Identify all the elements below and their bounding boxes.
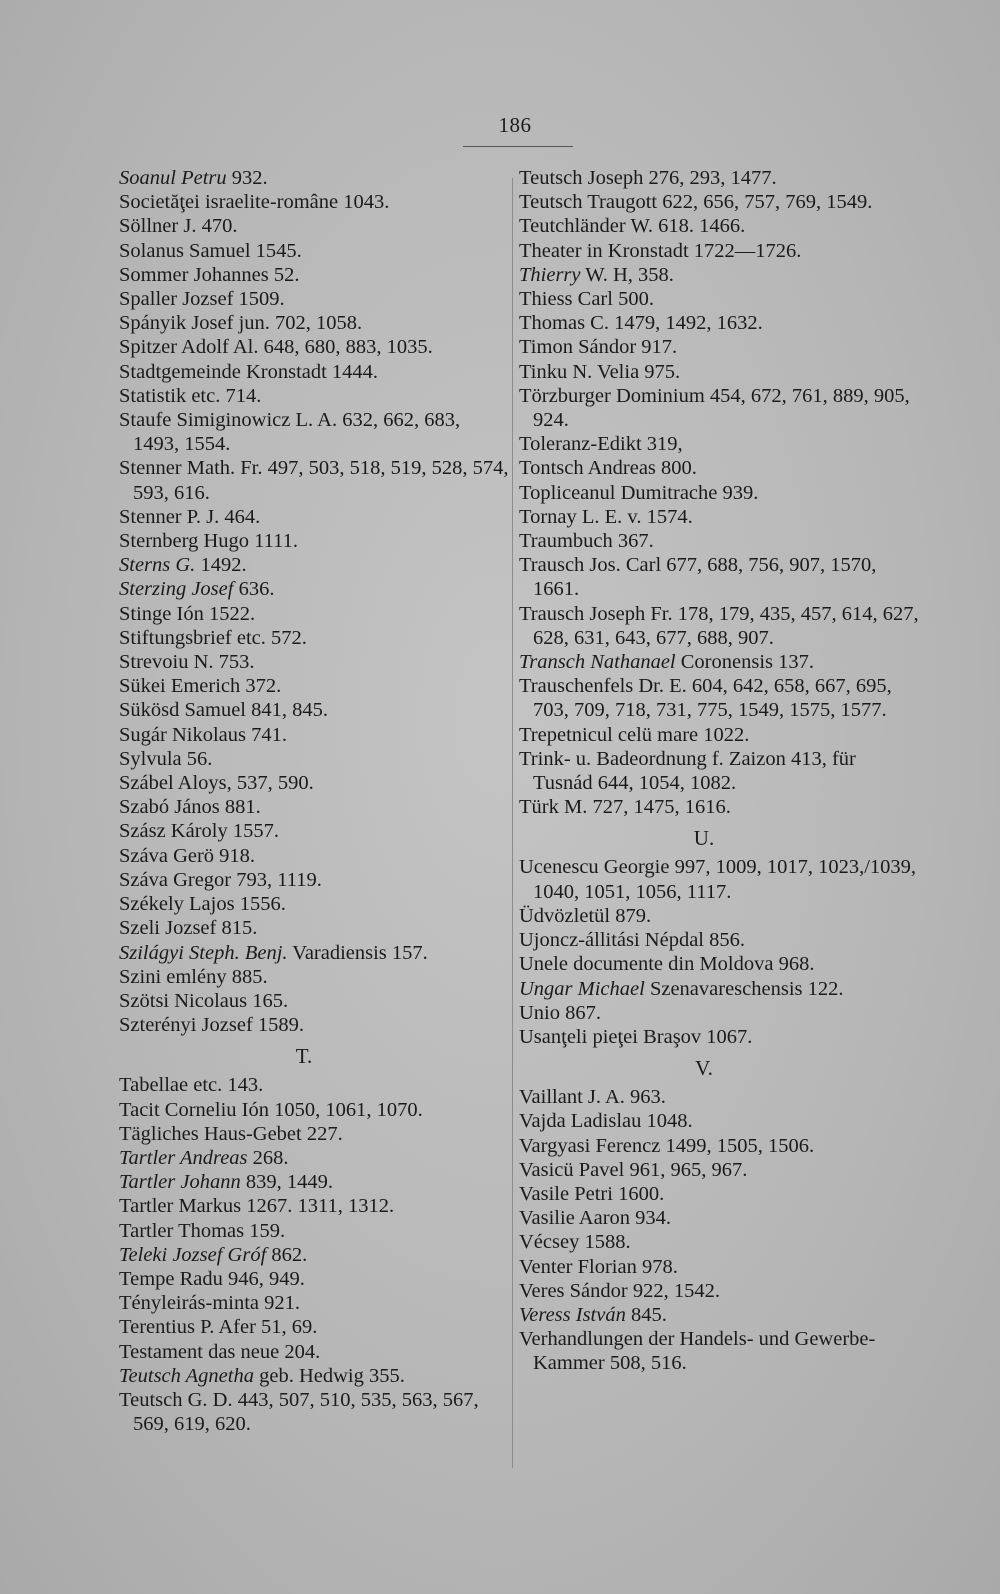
index-entry: [119, 166, 509, 190]
index-entry: [119, 602, 509, 626]
index-entry-text: Teutsch G. D. 443, 507, 510, 535, 563, 567, 569, 619, 620.: [119, 1388, 479, 1436]
index-entry: [519, 952, 919, 976]
index-entry-text: Türk M. 727, 1475, 1616.: [519, 796, 731, 819]
index-entry-italic-name: Sterns G.: [119, 554, 196, 577]
index-entry: [519, 1001, 919, 1025]
index-entry: [119, 1315, 509, 1339]
index-entry: [519, 432, 919, 456]
index-column-left: [119, 166, 509, 1436]
index-entry: [119, 1146, 509, 1170]
index-entry: [119, 626, 509, 650]
index-entry-text: Szenavareschensis 122.: [644, 977, 844, 1000]
index-entry: [119, 1340, 509, 1364]
index-entry-text: Szterényi Jozsef 1589.: [119, 1014, 305, 1037]
index-entry: [119, 190, 509, 214]
index-entry: [519, 335, 919, 359]
index-entry-italic-name: Tartler Andreas: [119, 1146, 248, 1169]
index-entry: [119, 868, 509, 892]
page-number: 186: [498, 113, 532, 137]
index-entry: [119, 844, 509, 868]
index-entry: [119, 892, 509, 916]
index-entry-italic-name: Soanul Petru: [119, 167, 227, 189]
index-entry-italic-name: Sterzing Josef: [119, 578, 234, 601]
index-entry: [519, 287, 919, 311]
index-entry: [519, 1327, 919, 1375]
index-entry: [119, 1122, 509, 1146]
index-entry-text: Tartler Thomas 159.: [119, 1219, 286, 1242]
index-entry: [519, 239, 919, 263]
index-entry-text: 1492.: [195, 554, 247, 577]
index-entry-text: 839, 1449.: [240, 1171, 333, 1194]
index-entry: [119, 1243, 509, 1267]
index-entry: [119, 263, 509, 287]
index-entry: [119, 287, 509, 311]
index-entry: [119, 1388, 509, 1436]
index-entry-text: Szötsi Nicolaus 165.: [119, 989, 289, 1012]
index-entry: [119, 1170, 509, 1194]
index-entry: [519, 855, 919, 903]
index-entry-text: Unele documente din Moldova 968.: [519, 953, 815, 976]
index-entry: [519, 674, 919, 722]
section-letter-heading: V.: [695, 1056, 713, 1081]
index-entry-text: Solanus Samuel 1545.: [119, 239, 302, 262]
index-entry-text: Spitzer Adolf Al. 648, 680, 883, 1035.: [119, 336, 433, 359]
index-entry-text: Szábel Aloys, 537, 590.: [119, 772, 314, 795]
index-entry-italic-name: Tartler Johann: [119, 1171, 241, 1194]
index-entry-text: Terentius P. Afer 51, 69.: [119, 1316, 318, 1339]
index-entry-text: Trepetnicul celü mare 1022.: [519, 723, 750, 746]
index-entry: [119, 456, 509, 504]
index-entry: [119, 771, 509, 795]
section-letter-heading: U.: [693, 826, 715, 851]
index-entry-text: Spányik Josef jun. 702, 1058.: [119, 312, 363, 335]
index-entry: [519, 214, 919, 238]
index-entry-text: Unio 867.: [519, 1001, 601, 1024]
index-entry-text: Toleranz-Edikt 319,: [519, 433, 683, 456]
index-entry-text: Stadtgemeinde Kronstadt 1444.: [119, 360, 379, 383]
index-entry-text: Ucenescu Georgie 997, 1009, 1017, 1023,/1039, 1040, 1051, 1056, 1117.: [519, 856, 917, 903]
index-entry: [119, 505, 509, 529]
index-entry-text: Teutsch Joseph 276, 293, 1477.: [519, 167, 777, 189]
index-entry-text: Sylvula 56.: [119, 747, 213, 770]
index-entry-text: Trauschenfels Dr. E. 604, 642, 658, 667, 695, 703, 709, 718, 731, 775, 1549, 1575, 1577.: [519, 675, 892, 722]
index-entry-text: Theater in Kronstadt 1722—1726.: [519, 239, 802, 262]
index-entry-italic-name: Szilágyi Steph. Benj.: [119, 941, 288, 964]
index-entry: [119, 989, 509, 1013]
index-entry: [519, 505, 919, 529]
index-entry-text: Székely Lajos 1556.: [119, 893, 286, 916]
index-entry-text: Verhandlungen der Handels- und Gewerbe-Kammer 508, 516.: [519, 1328, 876, 1375]
index-entry: [119, 1013, 509, 1037]
index-entry-text: Teutsch Traugott 622, 656, 757, 769, 1549.: [519, 191, 873, 214]
index-entry-italic-name: Teutsch Agnetha: [119, 1364, 254, 1387]
index-entry-text: Tartler Markus 1267. 1311, 1312.: [119, 1195, 395, 1218]
index-entry: [519, 650, 919, 674]
index-entry-text: 862.: [266, 1243, 308, 1266]
index-entry: [119, 553, 509, 577]
section-letter-heading: T.: [295, 1044, 313, 1069]
index-entry-text: Stiftungsbrief etc. 572.: [119, 626, 307, 649]
column-divider: [512, 178, 513, 1468]
index-entry: [119, 1267, 509, 1291]
index-entry-text: Vasicü Pavel 961, 965, 967.: [519, 1158, 748, 1181]
index-entry-text: Söllner J. 470.: [119, 215, 238, 238]
index-entry-text: Tempe Radu 946, 949.: [119, 1267, 305, 1290]
index-entry: [119, 529, 509, 553]
index-entry-text: Stenner Math. Fr. 497, 503, 518, 519, 528, 574, 593, 616.: [119, 457, 509, 504]
index-entry-text: Tényleirás-minta 921.: [119, 1292, 301, 1315]
index-entry-text: Szini emlény 885.: [119, 965, 268, 988]
index-entry: [119, 1291, 509, 1315]
page-number-rule: [463, 146, 573, 147]
index-entry: [519, 1134, 919, 1158]
index-entry: [119, 674, 509, 698]
index-entry: [519, 384, 919, 432]
index-entry-text: Törzburger Dominium 454, 672, 761, 889, 905, 924.: [519, 384, 910, 432]
index-entry-text: Vargyasi Ferencz 1499, 1505, 1506.: [519, 1134, 815, 1157]
index-entry: [519, 529, 919, 553]
index-entry: [519, 723, 919, 747]
index-entry: [519, 263, 919, 287]
index-entry-text: Tabellae etc. 143.: [119, 1074, 264, 1097]
index-entry-text: Trausch Jos. Carl 677, 688, 756, 907, 1570, 1661.: [519, 554, 877, 601]
index-entry-text: geb. Hedwig 355.: [253, 1364, 405, 1387]
index-entry-text: Vécsey 1588.: [519, 1231, 631, 1254]
index-entry-text: Teutchländer W. 618. 1466.: [519, 215, 746, 238]
index-entry: [119, 747, 509, 771]
index-entry-text: Szász Károly 1557.: [119, 820, 279, 843]
index-entry-text: Tinku N. Velia 975.: [519, 360, 681, 383]
index-entry-text: Coronensis 137.: [675, 651, 814, 674]
index-entry: [119, 214, 509, 238]
index-entry: [519, 1279, 919, 1303]
index-entry: [519, 1303, 919, 1327]
index-entry: [119, 941, 509, 965]
index-entry: [119, 698, 509, 722]
index-entry: [519, 311, 919, 335]
index-entry-text: Veres Sándor 922, 1542.: [519, 1279, 720, 1302]
index-entry: [519, 977, 919, 1001]
index-entry: [519, 456, 919, 480]
index-entry-text: Usanţeli pieţei Braşov 1067.: [519, 1025, 753, 1048]
index-entry-text: Sükösd Samuel 841, 845.: [119, 699, 328, 722]
index-entry-text: Vajda Ladislau 1048.: [519, 1110, 693, 1133]
index-entry: [519, 747, 919, 795]
index-entry: [119, 1194, 509, 1218]
index-entry: [519, 360, 919, 384]
index-entry: [519, 1206, 919, 1230]
index-entry-text: Trausch Joseph Fr. 178, 179, 435, 457, 614, 627, 628, 631, 643, 677, 688, 907.: [519, 602, 919, 649]
index-entry: [519, 166, 919, 190]
index-entry: [119, 1073, 509, 1097]
index-entry-text: Testament das neue 204.: [119, 1340, 321, 1363]
index-column-right: [519, 166, 919, 1376]
index-entry: [119, 916, 509, 940]
index-entry: [119, 408, 509, 456]
index-entry: [119, 384, 509, 408]
index-entry-text: Thiess Carl 500.: [519, 288, 654, 311]
index-entry: [119, 239, 509, 263]
index-entry-text: Tägliches Haus-Gebet 227.: [119, 1122, 343, 1145]
index-entry-text: Staufe Simiginowicz L. A. 632, 662, 683, 1493, 1554.: [119, 409, 461, 456]
index-entry-text: Sommer Johannes 52.: [119, 263, 300, 286]
index-entry-text: Szeli Jozsef 815.: [119, 917, 258, 940]
index-entry-italic-name: Transch Nathanael: [519, 651, 676, 674]
index-entry-text: Ujoncz-állitási Népdal 856.: [519, 929, 746, 952]
index-entry-text: Timon Sándor 917.: [519, 336, 678, 359]
index-entry-text: Vasilie Aaron 934.: [519, 1207, 672, 1230]
index-entry: [119, 360, 509, 384]
index-entry: [519, 1230, 919, 1254]
index-entry-text: Sugár Nikolaus 741.: [119, 723, 287, 746]
index-entry-text: Stinge Ión 1522.: [119, 602, 256, 625]
index-entry: [519, 481, 919, 505]
index-entry-text: Societăţei israelite-române 1043.: [119, 191, 390, 214]
index-entry: [519, 928, 919, 952]
index-entry: [119, 795, 509, 819]
index-entry-text: Thomas C. 1479, 1492, 1632.: [519, 312, 763, 335]
index-entry-text: Szabó János 881.: [119, 796, 261, 819]
index-entry-text: 268.: [247, 1146, 289, 1169]
index-entry: [119, 1098, 509, 1122]
index-entry-text: 636.: [233, 578, 275, 601]
index-entry-text: Sternberg Hugo 1111.: [119, 530, 298, 553]
index-entry: [119, 335, 509, 359]
index-entry-text: Topliceanul Dumitrache 939.: [519, 481, 759, 504]
index-entry-text: Statistik etc. 714.: [119, 384, 262, 407]
index-entry-text: Trink- u. Badeordnung f. Zaizon 413, für Tusnád 644, 1054, 1082.: [519, 747, 856, 795]
index-entry: [519, 1255, 919, 1279]
index-entry: [519, 795, 919, 819]
index-entry-italic-name: Veress István: [519, 1303, 626, 1326]
index-entry-text: Spaller Jozsef 1509.: [119, 288, 285, 311]
index-entry: [519, 1109, 919, 1133]
index-entry: [119, 965, 509, 989]
index-entry-text: Sükei Emerich 372.: [119, 675, 282, 698]
index-entry: [519, 553, 919, 601]
index-entry-text: 932.: [226, 167, 268, 189]
index-entry-text: Száva Gerö 918.: [119, 844, 256, 867]
index-entry: [119, 819, 509, 843]
index-entry-text: Venter Florian 978.: [519, 1255, 678, 1278]
index-entry-text: Traumbuch 367.: [519, 530, 654, 553]
index-entry-text: Tornay L. E. v. 1574.: [519, 505, 693, 528]
index-entry: [119, 1219, 509, 1243]
index-entry-text: 845.: [625, 1303, 667, 1326]
index-entry-text: Vasile Petri 1600.: [519, 1182, 665, 1205]
index-entry-italic-name: Thierry: [519, 263, 581, 286]
index-entry: [119, 650, 509, 674]
index-entry-text: Strevoiu N. 753.: [119, 651, 255, 674]
index-entry-text: Varadiensis 157.: [287, 941, 428, 964]
index-entry: [519, 1085, 919, 1109]
index-entry-text: Száva Gregor 793, 1119.: [119, 868, 322, 891]
index-entry-text: Üdvözletül 879.: [519, 904, 652, 927]
index-entry: [519, 904, 919, 928]
index-entry-text: Tacit Corneliu Ión 1050, 1061, 1070.: [119, 1098, 423, 1121]
index-entry: [519, 1182, 919, 1206]
index-entry-text: Stenner P. J. 464.: [119, 505, 261, 528]
index-entry: [519, 1158, 919, 1182]
index-entry: [519, 602, 919, 650]
index-entry-italic-name: Teleki Jozsef Gróf: [119, 1243, 267, 1266]
index-entry: [119, 723, 509, 747]
index-entry: [119, 311, 509, 335]
index-entry-text: Vaillant J. A. 963.: [519, 1086, 666, 1109]
index-entry: [519, 1025, 919, 1049]
index-entry-text: W. H, 358.: [580, 263, 674, 286]
index-entry: [519, 190, 919, 214]
index-entry: [119, 1364, 509, 1388]
index-entry-text: Tontsch Andreas 800.: [519, 457, 697, 480]
index-entry-italic-name: Ungar Michael: [519, 977, 645, 1000]
index-entry: [119, 577, 509, 601]
